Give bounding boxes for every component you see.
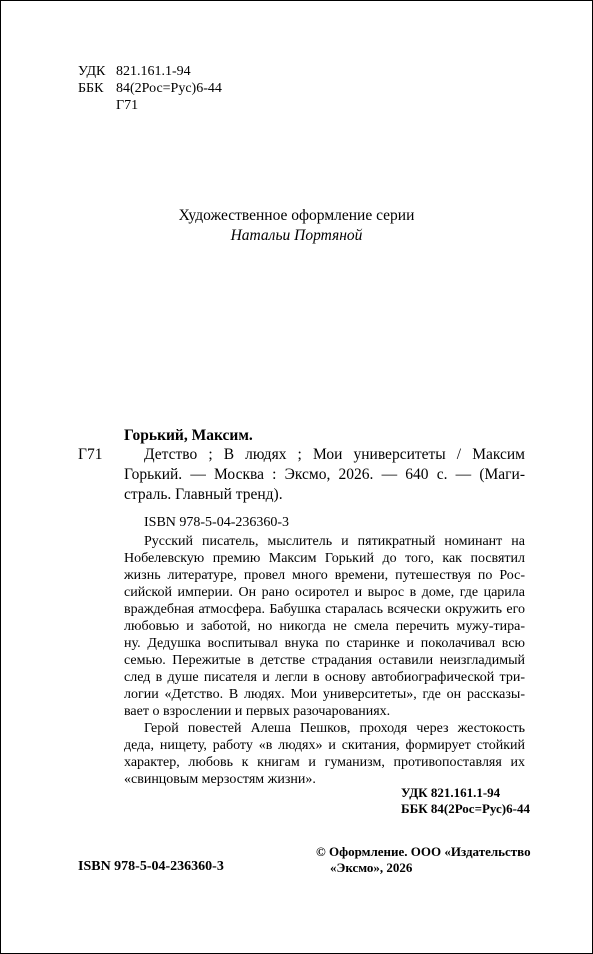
top-bbk-label: ББК	[78, 81, 104, 96]
bottom-bbk: ББК 84(2Рос=Рус)6-44	[401, 801, 530, 816]
annotation-line: Герой повестей Алеша Пешков, проходя через жестокость	[144, 721, 525, 736]
footer-isbn: ISBN 978-5-04-236360-3	[78, 859, 224, 874]
copyright-line-2: «Эксмо», 2026	[330, 860, 413, 875]
annotation-line: след в душе писателя и легли в основу автобиографической три-	[124, 670, 525, 685]
catalog-line-3: страль. Главный тренд).	[124, 486, 283, 503]
annotation-line: «свинцовым мерзостям жизни».	[124, 772, 316, 787]
annotation-line: логии «Детство. В людях. Мои университеты», где он рассказы-	[124, 687, 525, 702]
bottom-udk: УДК 821.161.1-94	[401, 785, 501, 800]
top-udk-value: 821.161.1-94	[116, 64, 191, 79]
catalog-line-2: Горький. — Москва : Эксмо, 2026. — 640 с. — (Маги-	[124, 466, 525, 483]
top-udk-label: УДК	[78, 64, 106, 79]
catalog-author: Горький, Максим.	[124, 427, 253, 444]
annotation-line: враждебная атмосфера. Бабушка старалась всячески окружить его	[124, 602, 525, 617]
annotation-line: любовью и заботой, но никогда не смела перечить мужу-тира-	[124, 619, 525, 634]
series-designer-name: Натальи Портяной	[230, 227, 363, 244]
annotation-line: ну. Дедушка воспитывал внука по старинке и поколачивал всю	[124, 636, 525, 651]
catalog-mark: Г71	[78, 446, 103, 463]
copyright-line-1: © Оформление. ООО «Издательство	[316, 844, 531, 859]
annotation-line: сийской империи. Он рано осиротел и вырос в доме, где царила	[124, 585, 525, 600]
annotation-line: Русский писатель, мыслитель и пятикратный номинант на	[144, 534, 525, 549]
annotation-line: семью. Пережитые в детстве страдания оставили неизгладимый	[124, 653, 525, 668]
top-author-mark: Г71	[116, 98, 139, 113]
annotation-line: Нобелевскую премию Максим Горький до того, как посвятил	[124, 551, 525, 566]
series-design-line: Художественное оформление серии	[178, 207, 415, 224]
catalog-line-1: Детство ; В людях ; Мои университеты / Максим	[144, 446, 525, 463]
annotation-line: вает о взрослении и первых разочарованиях.	[124, 704, 391, 719]
top-bbk-value: 84(2Рос=Рус)6-44	[116, 81, 222, 96]
annotation-line: жизнь литературе, провел много времени, путешествуя по Рос-	[124, 568, 525, 583]
catalog-isbn: ISBN 978-5-04-236360-3	[144, 515, 290, 530]
annotation-line: характер, любовь к книгам и гуманизм, противопоставляя их	[124, 755, 525, 770]
annotation-line: деда, нищету, работу «в людях» и скитания, формирует стойкий	[124, 738, 525, 753]
